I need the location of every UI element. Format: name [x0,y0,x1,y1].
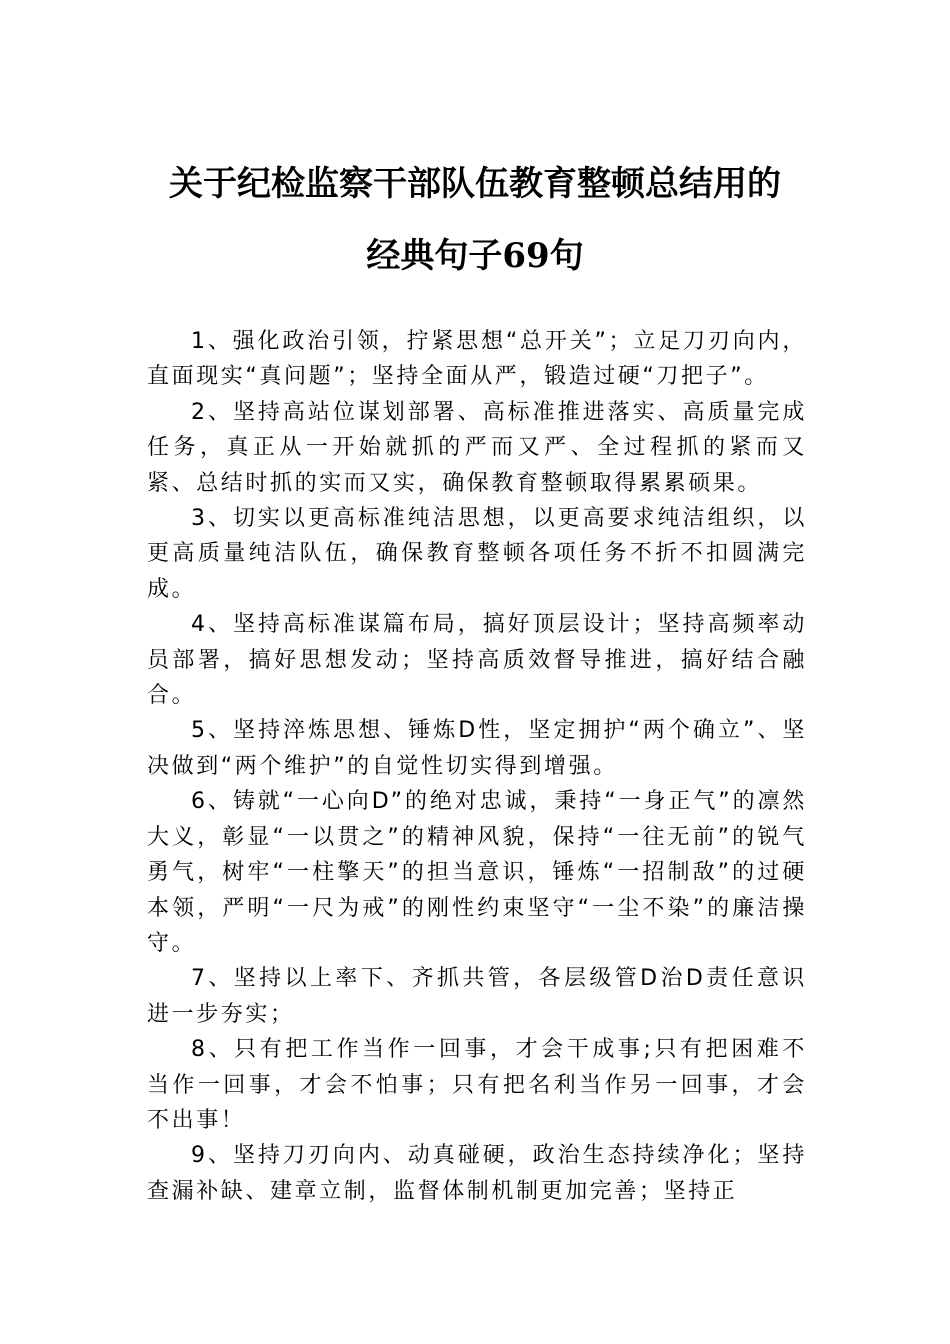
paragraph-6: 6、铸就“一心向D”的绝对忠诚，秉持“一身正气”的凛然大义，彰显“一以贯之”的精神风貌，保持“一往无前”的锐气勇气，树牢“一柱擎天”的担当意识，锤炼“一招制敌”的过硬本领，严明“一尺为戒”的刚性约束坚守“一尘不染”的廉洁操守。 [147,789,807,956]
paragraph-7: 7、坚持以上率下、齐抓共管，各层级管D治D责任意识进一步夯实； [147,966,807,1027]
paragraph-9: 9、坚持刀刃向内、动真碰硬，政治生态持续净化；坚持查漏补缺、建章立制，监督体制机制更加完善；坚持正 [147,1143,807,1204]
paragraph-1: 1、强化政治引领，拧紧思想“总开关”；立足刀刃向内，直面现实“真问题”；坚持全面从严，锻造过硬“刀把子”。 [147,329,807,390]
document-title-line-2: 经典句子69句 [366,236,584,276]
paragraph-2: 2、坚持高站位谋划部署、高标准推进落实、高质量完成任务，真正从一开始就抓的严而又严、全过程抓的紧而又紧、总结时抓的实而又实，确保教育整顿取得累累硕果。 [147,399,807,496]
paragraph-3: 3、切实以更高标准纯洁思想，以更高要求纯洁组织，以更高质量纯洁队伍，确保教育整顿各项任务不折不扣圆满完成。 [147,506,807,602]
paragraph-4: 4、坚持高标准谋篇布局，搞好顶层设计；坚持高频率动员部署，搞好思想发动；坚持高质效督导推进，搞好结合融合。 [147,612,807,709]
paragraph-8: 8、只有把工作当作一回事，才会干成事;只有把困难不当作一回事，才会不怕事；只有把名利当作另一回事，才会不出事！ [147,1037,807,1133]
document-body [147,324,807,1209]
paragraph-5: 5、坚持淬炼思想、锤炼D性，坚定拥护“两个确立”、坚决做到“两个维护”的自觉性切实得到增强。 [147,718,807,779]
document-title-line-1: 关于纪检监察干部队伍教育整顿总结用的 [169,164,781,204]
